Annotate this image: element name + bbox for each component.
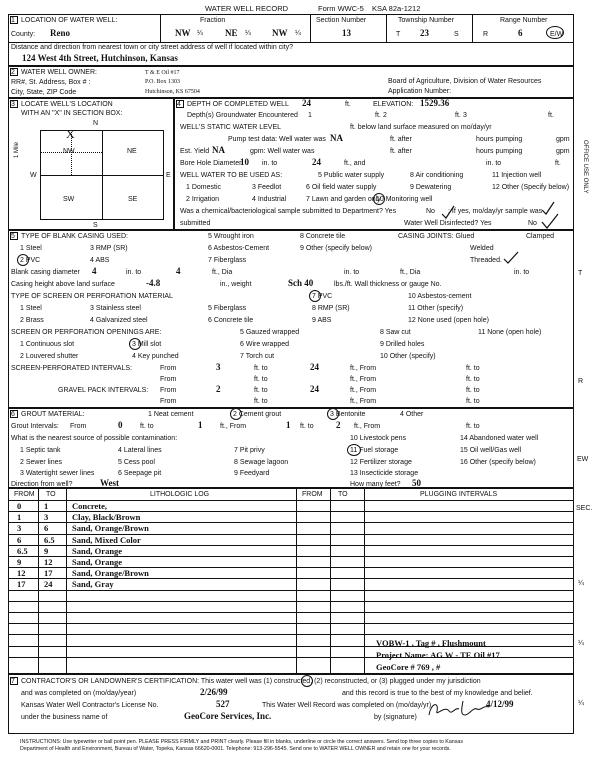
log-desc-cell: Sand, Gray [72,579,114,590]
grid-sw: SW [63,196,75,203]
log-desc-cell: Sand, Mixed Color [72,534,141,545]
chem-label: Was a chemical/bacteriological sample submitted to Department? Yes [180,208,397,215]
locate-label-1: LOCATE WELL'S LOCATION [21,101,113,108]
contamination-label: What is the nearest source of possible contamination: [11,435,178,442]
yield-value: NA [212,145,225,155]
bentonite-circle [327,408,339,420]
sidebar-mark-sec: SEC. [576,505,593,512]
ksa-reference: KSA 82a-1212 [372,4,421,13]
depth-value: 24 [302,98,311,108]
disinfected-check-icon [542,214,558,228]
log-to-cell: 9 [44,545,49,556]
bore-label: Bore Hole Diameter [180,160,242,167]
sidebar-mark-t: T [578,270,583,277]
chem-no-check-icon [442,206,454,218]
range-ew-circle [546,26,564,39]
board-text: Board of Agriculture, Division of Water Resources [388,78,542,85]
threaded-check-icon [502,250,522,266]
log-to-cell: 24 [44,579,53,590]
signature-scribble [425,697,495,721]
casing-label: TYPE OF BLANK CASING USED: [21,233,128,240]
log-from-cell: 1 [17,512,22,523]
sidebar-mark-q2: ¼ [578,640,584,647]
log-desc-cell: Sand, Orange/Brown [72,568,149,579]
grout-to-2: 2 [336,420,341,430]
grout-to-1: 1 [198,420,203,430]
log-header-plugging: PLUGGING INTERVALS [420,491,498,498]
license-value: 527 [216,699,230,709]
log-to-cell: 6.5 [44,534,55,545]
section-3-number: 3 [11,101,15,108]
grout-from-2: 1 [286,420,291,430]
compass-w: W [30,172,37,179]
business-value: GeoCore Services, Inc. [184,711,272,721]
log-row-line [8,646,574,647]
sidebar-mark-q3: ¼ [578,700,584,707]
grout-intervals-label: Grout Intervals: [11,423,59,430]
diameter-label: Blank casing diameter [11,269,80,276]
location-label: LOCATION OF WATER WELL: [21,17,118,24]
pump-label: Pump test data: Well water was [228,136,326,143]
use-monitoring-well: 10 Monitoring well [376,196,433,203]
section-4-number: 4 [177,101,181,108]
log-from-cell: 9 [17,557,22,567]
rr-label: RR#, St. Address, Box # : [11,79,91,86]
log-row-line [8,590,574,591]
rr-value: P.O. Box 1303 [145,79,181,85]
log-to-cell: 1 [44,501,49,511]
grout-bentonite: 3 Bentonite [330,411,366,418]
howmany-label: How many feet? [350,481,401,488]
sidebar-mark-q1: ¼ [578,580,584,587]
instructions-line-2: Department of Health and Environment, Bureau of Water, Topeka, Kansas 66620-0001. Telephone: 913-296-5545. Send one to WATER WELL OWNER and retain one for your records. [20,746,451,752]
range-ew: E/W [550,31,564,38]
disinfected-label: Water Well Disinfected? Yes [404,220,492,227]
section-5-number: 5 [11,233,15,240]
address-value: 124 West 4th Street, Hutchinson, Kansas [22,53,178,63]
pvc-circle [17,254,29,266]
quarter-3: NW [272,28,288,38]
elevation-label: ELEVATION: [373,101,414,108]
quarter-1: NW [175,28,191,38]
static-label: WELL'S STATIC WATER LEVEL [180,124,282,131]
screen-pvc-circle [309,290,321,302]
gpi-to-value: 24 [310,384,319,394]
opening-mill-slot: 3 Mill slot [132,341,162,348]
grout-label: GROUT MATERIAL: [21,411,85,418]
compass-e: E [166,172,171,179]
log-header-to-2: TO [338,491,348,498]
application-label: Application Number: [388,88,452,95]
location-x-mark: X [66,127,75,141]
county-label: County: [11,31,36,38]
form-number: Form WWC-5 [318,4,364,13]
constructed-circle [301,675,313,687]
log-header-lithology: LITHOLOGIC LOG [150,491,210,498]
section-number-value: 13 [342,28,351,38]
gpi-label: GRAVEL PACK INTERVALS: [58,387,149,394]
county-value: Reno [50,28,70,38]
log-from-cell: 6.5 [17,545,28,556]
groundwater-label: Depth(s) Groundwater Encountered [187,112,298,119]
completed-value: 2/26/99 [200,687,228,697]
log-to-cell: 17 [44,568,53,579]
weight-value: Sch 40 [288,278,314,288]
depth-label: DEPTH OF COMPLETED WELL [187,101,289,108]
record-date-value: 4/12/99 [486,699,514,709]
owner-value: T & E Oil #17 [145,70,180,76]
grout-cement: 2 Cement grout [233,411,282,418]
pump-value: NA [330,133,343,143]
gpi-from-value: 2 [216,384,221,394]
bore-value: 10 [240,157,249,167]
log-note-1: VOBW-1 , Tag # , Flushmount [376,638,486,648]
office-use-label: OFFICE USE ONLY [582,140,588,194]
log-desc-cell: Clay, Black/Brown [72,512,141,523]
log-from-cell: 0 [17,501,22,511]
height-label: Casing height above land surface [11,281,115,288]
quarter-2: NE [225,28,238,38]
bore-to-value: 24 [312,157,321,167]
section-number-label: Section Number [316,17,367,24]
log-to-cell: 12 [44,557,53,567]
screen-label: TYPE OF SCREEN OR PERFORATION MATERIAL [11,293,173,300]
log-to-cell: 3 [44,512,49,523]
log-header-from: FROM [14,491,35,498]
grid-ne: NE [127,148,137,155]
township-label: Township Number [398,17,455,24]
compass-s: S [93,222,98,229]
log-to-cell: 6 [44,523,49,534]
mill-slot-circle [129,338,141,350]
cement-grout-circle [230,408,242,420]
sidebar-mark-r: R [578,378,584,385]
grout-from-1: 0 [118,420,123,430]
sidebar-mark-ew: EW [577,456,589,463]
section-6-number: 6 [11,411,15,418]
chem-yes-check-icon [542,202,554,214]
spi-label: SCREEN-PERFORATED INTERVALS: [11,365,132,372]
township-value: 23 [420,28,429,38]
howmany-value: 50 [412,478,421,488]
spi-from-value: 3 [216,362,221,372]
log-row-line [8,601,574,602]
log-row-line [8,612,574,613]
screen-pvc: 7 PVC [312,293,333,300]
completed-label: and was completed on (mo/day/year) [21,690,137,697]
log-desc-cell: Sand, Orange [72,545,123,556]
fraction-label: Fraction [200,17,226,24]
section-2-number: 2 [11,69,15,76]
monitoring-well-circle [373,193,385,205]
log-desc-cell: Concrete, [72,501,108,511]
direction-label: Direction from well? [11,481,73,488]
instructions-line-1: INSTRUCTIONS: Use typewriter or ball point pen. PLEASE PRESS FIRMLY and PRINT clearly. Please fill in blanks, underline or circle the correct answers. Send top three copies to Kansas [20,739,463,745]
section-7-number: 7 [11,678,15,685]
log-from-cell: 12 [17,568,26,579]
log-row-line [8,634,574,635]
distance-label: Distance and direction from nearest town or city street address of well if located within city? [11,44,294,51]
fuel-storage-circle [347,444,361,456]
range-value: 6 [518,28,523,38]
business-label: under the business name of [21,714,108,721]
elevation-value: 1529.36 [420,98,450,108]
diameter-to-value: 4 [176,266,181,276]
check-marks [440,200,575,232]
log-note-2: Project Name: AG W - TE Oil #17 [376,650,500,660]
grid-se: SE [128,196,138,203]
direction-value: West [100,478,119,488]
log-from-cell: 3 [17,523,22,534]
log-desc-cell: Sand, Orange/Brown [72,523,149,534]
contamination-fuel-storage: 11 Fuel storage [350,447,399,454]
diameter-value: 4 [92,266,97,276]
log-row-line [8,657,574,658]
well-record-page: WATER WELL RECORD Form WWC-5 KSA 82a-1212 1 LOCATION OF WATER WELL: Fraction Section Number Township Number Range Number County: Reno NW ¼ NE ¼ NW ¼ 13 T 23 S R 6 E/W Distance and direction from nearest town or city street address of well if located within city? 124 West 4th Street, Hutchinson, Kansas 2 WATER WELL OWNER: T & E Oil #17 RR#, St. Address, Box # : P.O. Box 1303 City, State, ZIP Code Hutchinson, KS 67504 Board of Agriculture, Division of Water Resources Application Number: 3 LOCATE WELL'S LOCATION WITH AN "X" IN SECTION BOX: N S W E NW NE SW SE X 1 Mile 4 DEPTH OF COMPLETED WELL 24 ft. ELEVATION: 1529.36 Depth(s) Groundwater Encountered 1 ft. 2 ft. 3 ft. WELL'S STATIC WATER LEVEL ft. below land surface measured on mo/day/yr Pump test data: Well water was NA ft. after hours pumping gpm Est. Yield NA gpm: Well water was ft. after hours pumping gpm Bore Hole Diameter 10 in. to 24 ft., and in. to ft. WELL WATER TO BE USED AS: 5 Public water supply 8 Air conditioning 11 Injection well 1 Domestic 3 Feedlot 6 Oil field water supply 9 Dewatering 12 Other (Specify below) 2 Irrigation 4 Industrial 7 Lawn and garden only 10 Monitoring well Was a chemical/bacteriological sample submitted to Department? Yes No ; If yes, mo/day/yr sample was submitted Water Well Disinfected? Yes No 5 TYPE OF BLANK CASING USED: 5 Wrought iron 8 Concrete tile CASING JOINTS: Glued Clamped 1 Steel 3 RMP (SR) 6 Asbestos-Cement 9 Other (specify below) Welded 2 PVC 4 ABS 7 Fiberglass Threaded. Blank casing diameter 4 in. to 4 ft., Dia in. to ft., Dia in. to Casing height above land surface -4.8 in., weight Sch 40 lbs./ft. Wall thickness or gauge No. TYPE OF SCREEN OR PERFORATION MATERIAL 7 PVC 10 Asbestos-cement 1 Steel 3 Stainless steel 5 Fiberglass 8 RMP (SR) 11 Other (specify) 2 Brass 4 Galvanized steel 6 Concrete tile 9 ABS 12 None used (open hole) SCREEN OR PERFORATION OPENINGS ARE: 5 Gauzed wrapped 8 Saw cut 11 None (open hole) 1 Continuous slot 3 Mill slot 6 Wire wrapped 9 Drilled holes 2 Louvered shutter 4 Key punched 7 Torch cut 10 Other (specify) SCREEN-PERFORATED INTERVALS: From 3 ft. to 24 ft., From ft. to From ft. to ft., From ft. to GRAVEL PACK INTERVALS: From 2 ft. to 24 ft., From ft. to From ft. to ft., From ft. to 6 GROUT MATERIAL: 1 Neat cement 2 Cement grout 3 Bentonite 4 Other Grout Intervals: From 0 ft. to 1 ft., From 1 ft. to 2 ft., From ft. to What is the nearest source of possible contamination: 10 Livestock pens 14 Abandoned water well 1 Septic tank 4 Lateral lines 7 Pit privy 11 Fuel storage 15 Oil well/Gas well 2 Sewer lines 5 Cess pool 8 Sewage lagoon 12 Fertilizer storage 16 Other (specify below) 3 Watertight sewer lines 6 Seepage pit 9 Feedyard 13 Insecticide storage Direction from well? West How many feet? 50 FROM TO LITHOLOGIC LOG FROM TO PLUGGING INTERVALS VOBW-1 , Tag # , Flushmount Project Name: AG W - TE Oil #17 GeoCore # 769 , # 7 CONTRACTOR'S OR LANDOWNER'S CERTIFICATION: This water well was (1) constructed, (2) reconstructed, or (3) plugged under my jurisdiction and was completed on (mo/day/year) 2/26/99 and this record is true to the best of my knowledge and belief. Kansas Water Well Contractor's License No. 527 This Water Well Record was completed on (mo/day/yr) 4/12/99 under the business name of GeoCore Services, Inc. by (signature) INSTRUCTIONS: Use typewriter or ball point pen. PLEASE PRESS FIRMLY and PRINT clearly. Please fill in blanks, underline or circle the correct answers. Send top three copies to Kansas Department of Health and Environment, Bureau of Water, Topeka, Kansas 66620-0001. Telephone: 913-296-5545. Send one to WATER WELL OWNER and retain one for your records. OFFICE USE ONLY T R EW SEC. ¼ ¼ ¼ 0 1 Concrete, 1 3 Clay, Black/Brown 3 6 Sand, Orange/Brown 6 6.5 Sand, Mixed Color 6.5 9 Sand, Orange 9 12 Sand, Orange 12 17 Sand, Orange/Brown 17 24 Sand, Gray [0,0,595,769]
city-label: City, State, ZIP Code [11,89,77,96]
log-header-to: TO [46,491,56,498]
section-1-number: 1 [11,17,15,24]
form-title: WATER WELL RECORD [205,4,289,13]
city-value: Hutchinson, KS 67504 [145,89,200,95]
log-note-3: GeoCore # 769 , # [376,662,441,672]
yield-label: Est. Yield [180,148,210,155]
log-row-line [8,623,574,624]
log-desc-cell: Sand, Orange [72,557,123,567]
range-label: Range Number [500,17,548,24]
openings-label: SCREEN OR PERFORATION OPENINGS ARE: [11,329,162,336]
spi-to-value: 24 [310,362,319,372]
certification-text: CONTRACTOR'S OR LANDOWNER'S CERTIFICATION: This water well was (1) constructed, (2) reconstructed, or (3) plugged under my jurisdiction [21,678,481,685]
height-value: -4.8 [146,278,161,288]
log-header-from-2: FROM [302,491,323,498]
casing-pvc: 2 PVC [20,257,41,264]
locate-label-2: WITH AN "X" IN SECTION BOX: [21,110,123,117]
signature-label: by (signature) [374,714,417,721]
grid-nw: NW [63,148,75,155]
license-label: Kansas Water Well Contractor's License No. [21,702,159,709]
compass-n: N [93,120,99,127]
log-from-cell: 17 [17,579,26,590]
use-label: WELL WATER TO BE USED AS: [180,172,283,179]
owner-label: WATER WELL OWNER: [21,69,97,76]
mile-label: 1 Mile [14,141,20,158]
log-from-cell: 6 [17,534,22,545]
